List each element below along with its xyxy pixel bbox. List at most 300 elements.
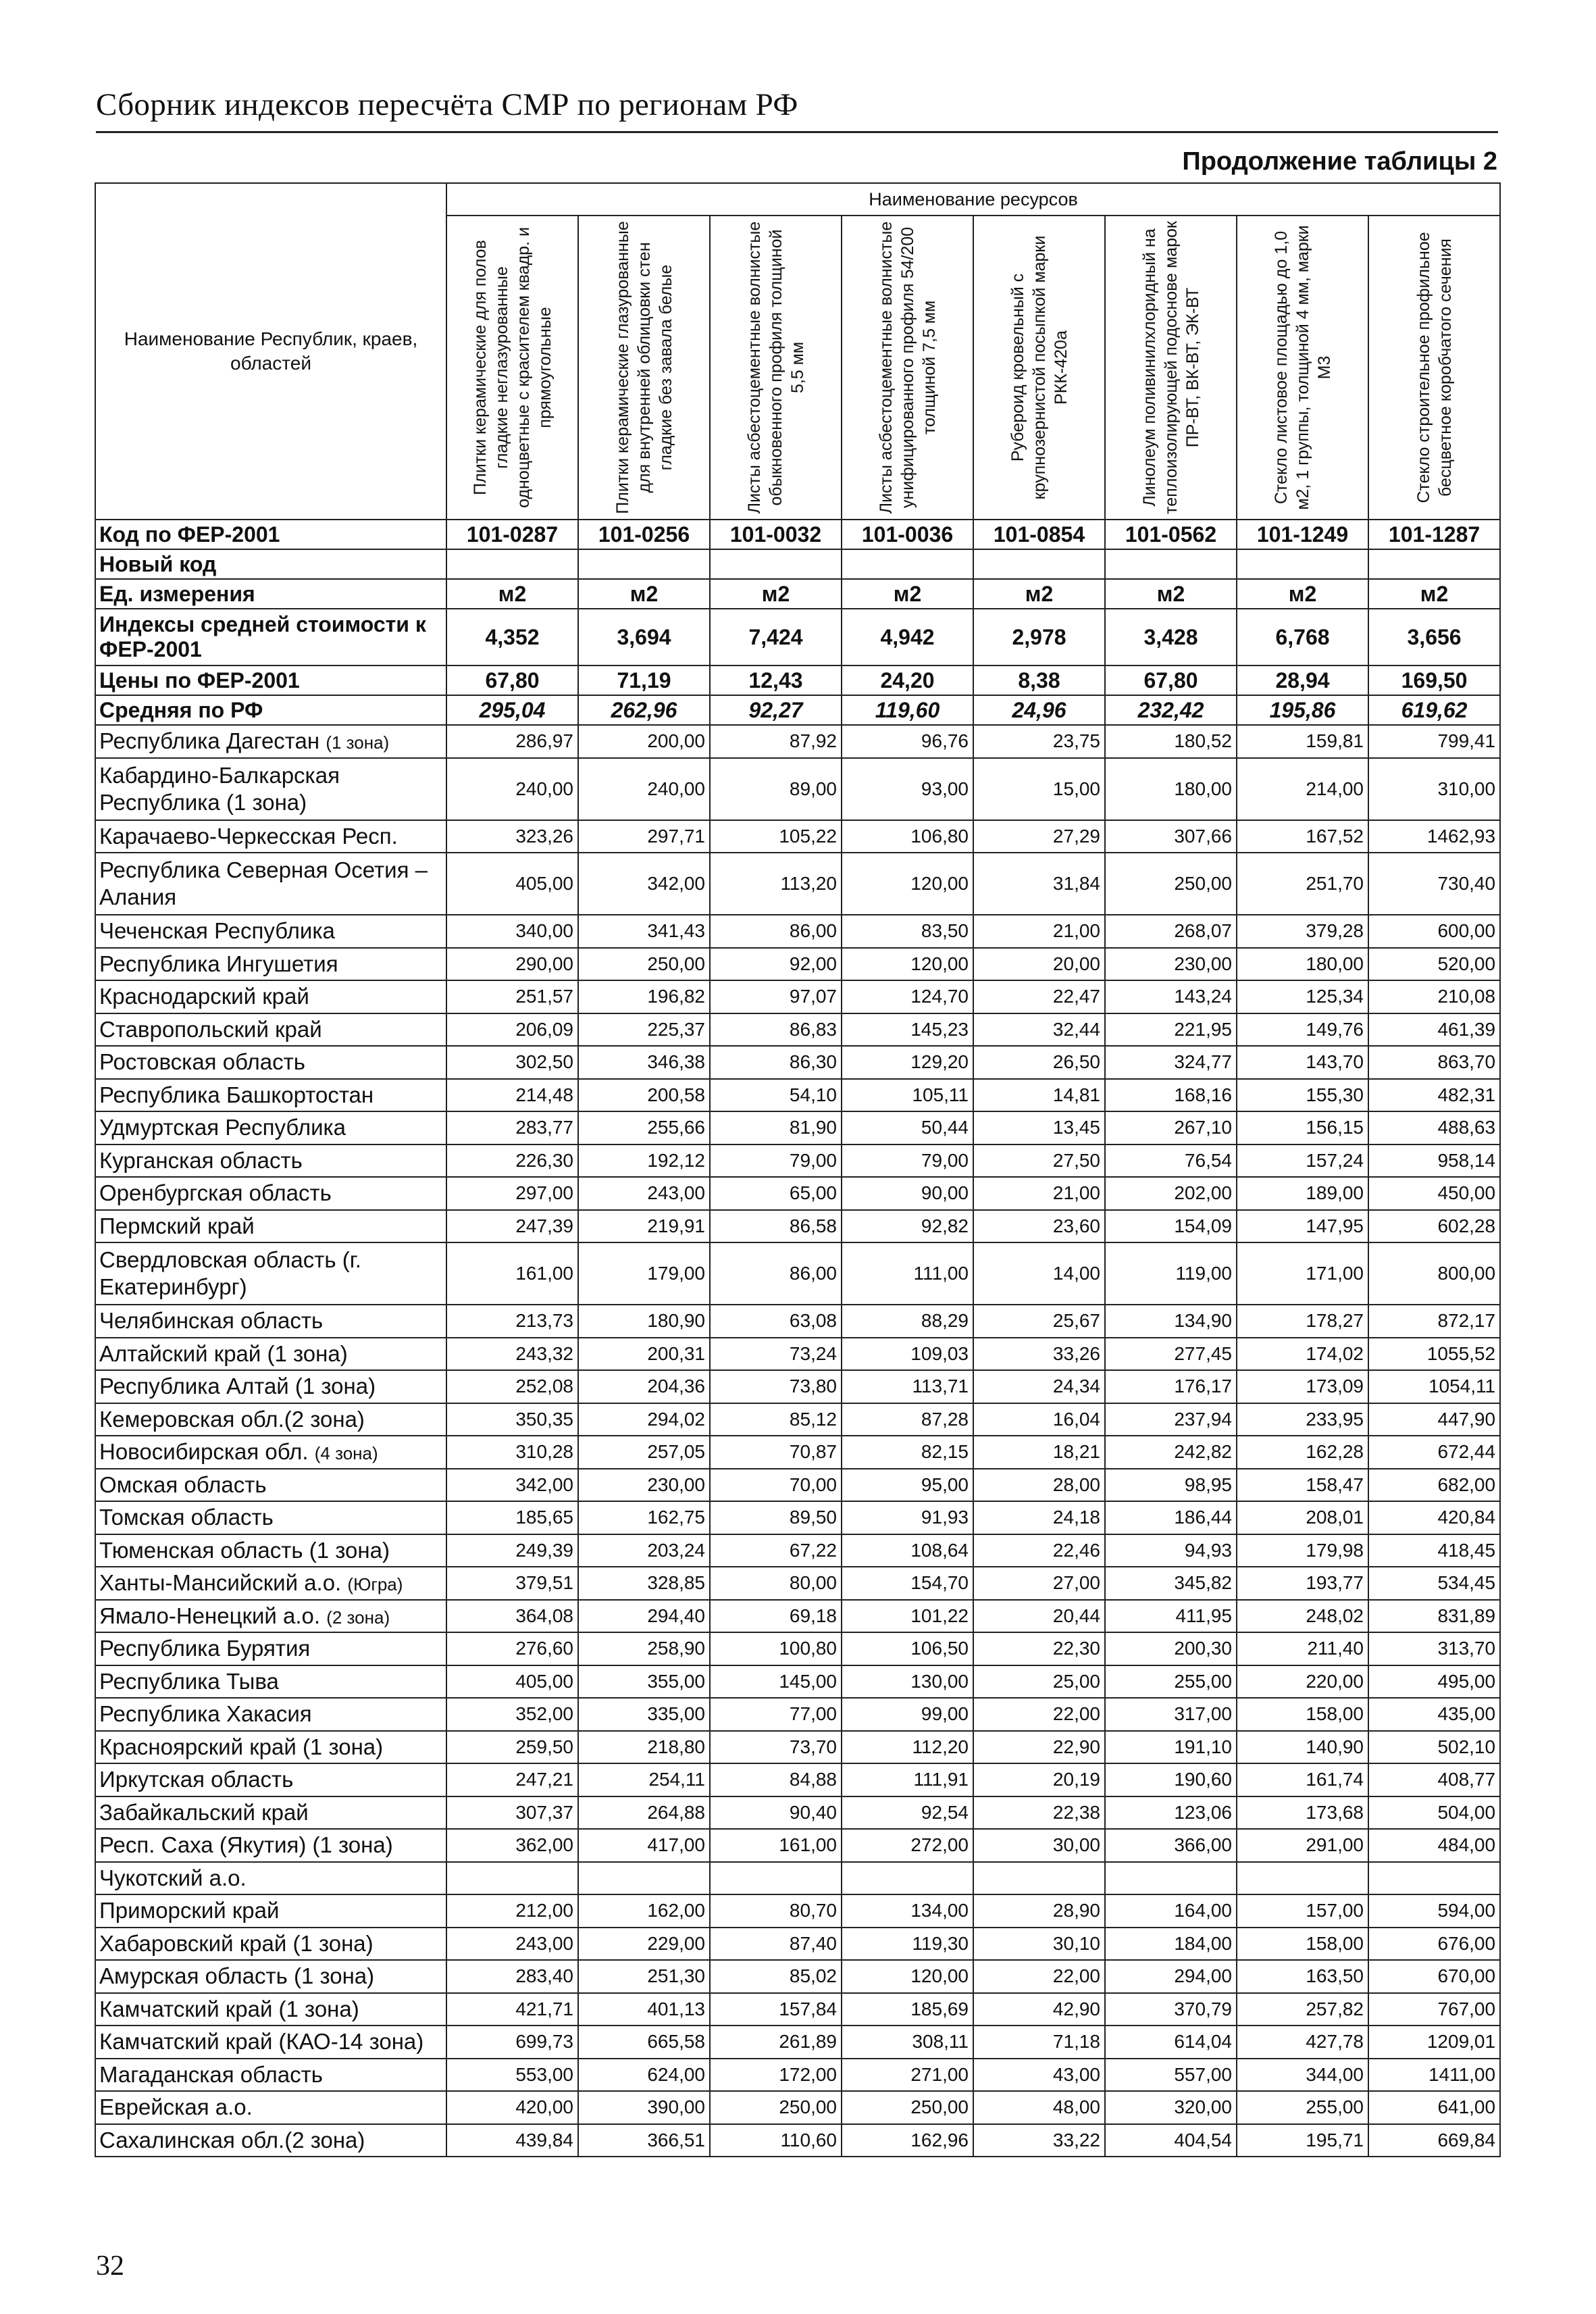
resource-name-text: Листы асбестоцементные волнистые унифицированного профиля 54/200 толщиной 7,5 мм: [876, 221, 939, 514]
price-cell: 180,52: [1105, 725, 1237, 758]
price-cell: 313,70: [1368, 1632, 1500, 1665]
price-cell: 69,18: [710, 1600, 842, 1633]
region-name: Оренбургская область: [99, 1180, 332, 1206]
region-name-cell: [95, 1469, 446, 1502]
price-cell: 43,00: [973, 2059, 1105, 2092]
price-cell: 27,50: [973, 1145, 1105, 1178]
meta-cell: 101-0256: [578, 520, 710, 549]
price-cell: 185,65: [446, 1501, 578, 1534]
price-cell: 214,48: [446, 1079, 578, 1112]
table-row: [95, 1079, 1500, 1112]
price-cell: 100,80: [710, 1632, 842, 1665]
resource-name-text: Листы асбестоцементные волнистые обыкновенного профиля толщиной 5,5 мм: [744, 221, 807, 514]
price-cell: [1368, 1862, 1500, 1895]
region-name-cell: [95, 948, 446, 981]
price-cell: 48,00: [973, 2091, 1105, 2124]
region-name-cell: [95, 1338, 446, 1371]
table-row: [95, 1600, 1500, 1633]
price-cell: 22,00: [973, 1698, 1105, 1731]
price-cell: 25,00: [973, 1665, 1105, 1699]
price-cell: 800,00: [1368, 1242, 1500, 1305]
price-cell: 21,00: [973, 915, 1105, 948]
price-cell: 418,45: [1368, 1534, 1500, 1567]
price-cell: 342,00: [578, 853, 710, 915]
price-cell: 168,16: [1105, 1079, 1237, 1112]
price-cell: 157,24: [1237, 1145, 1368, 1178]
price-cell: 225,37: [578, 1013, 710, 1047]
region-name-cell: [95, 1698, 446, 1731]
price-cell: 112,20: [842, 1731, 973, 1764]
price-cell: 173,09: [1237, 1370, 1368, 1403]
region-zone-note: (2 зона): [326, 1607, 390, 1628]
price-cell: 243,00: [446, 1928, 578, 1961]
table-row: [95, 948, 1500, 981]
price-cell: 154,09: [1105, 1210, 1237, 1243]
price-cell: 86,83: [710, 1013, 842, 1047]
price-cell: 23,60: [973, 1210, 1105, 1243]
meta-row: [95, 665, 1500, 695]
price-cell: 143,70: [1237, 1046, 1368, 1079]
resource-name-header: [842, 216, 973, 520]
price-cell: 308,11: [842, 2026, 973, 2059]
meta-cell: м2: [446, 579, 578, 609]
table-row: [95, 1111, 1500, 1145]
price-cell: 641,00: [1368, 2091, 1500, 2124]
region-column-header: Наименование Республик, краев, областей: [95, 183, 446, 520]
price-cell: 237,94: [1105, 1403, 1237, 1436]
price-cell: 200,58: [578, 1079, 710, 1112]
price-cell: 24,34: [973, 1370, 1105, 1403]
price-cell: 230,00: [578, 1469, 710, 1502]
price-cell: 250,00: [1105, 853, 1237, 915]
price-cell: 105,22: [710, 820, 842, 853]
price-cell: 91,93: [842, 1501, 973, 1534]
price-cell: 87,28: [842, 1403, 973, 1436]
table-row: [95, 1698, 1500, 1731]
resource-name-text: Линолеум поливинилхлоридный на теплоизолирующей подоснове марок ПР-ВТ, ВК-ВТ, ЭК-ВТ: [1139, 221, 1202, 514]
resource-name-text: Плитки керамические глазурованные для внутренней облицовки стен гладкие без завала белые: [613, 221, 675, 514]
price-cell: 162,28: [1237, 1436, 1368, 1469]
meta-cell: 3,694: [578, 609, 710, 665]
price-cell: 204,36: [578, 1370, 710, 1403]
table-row: [95, 1894, 1500, 1928]
price-cell: 249,39: [446, 1534, 578, 1567]
price-cell: 143,24: [1105, 980, 1237, 1013]
price-cell: 92,00: [710, 948, 842, 981]
price-cell: 87,40: [710, 1928, 842, 1961]
price-cell: 86,30: [710, 1046, 842, 1079]
region-name-cell: [95, 1600, 446, 1633]
region-name-cell: [95, 1731, 446, 1764]
price-cell: 214,00: [1237, 758, 1368, 820]
price-cell: 277,45: [1105, 1338, 1237, 1371]
price-cell: 482,31: [1368, 1079, 1500, 1112]
price-cell: 21,00: [973, 1177, 1105, 1210]
price-cell: 18,21: [973, 1436, 1105, 1469]
price-cell: 226,30: [446, 1145, 578, 1178]
region-name-cell: [95, 1993, 446, 2026]
price-cell: 307,66: [1105, 820, 1237, 853]
region-name-cell: [95, 820, 446, 853]
table-row: [95, 1665, 1500, 1699]
price-cell: 210,08: [1368, 980, 1500, 1013]
region-name-cell: [95, 1894, 446, 1928]
resources-group-header: Наименование ресурсов: [446, 183, 1500, 216]
price-cell: [973, 1862, 1105, 1895]
region-name-cell: [95, 1177, 446, 1210]
price-cell: 291,00: [1237, 1829, 1368, 1862]
price-cell: 22,38: [973, 1796, 1105, 1830]
region-name-cell: [95, 2124, 446, 2157]
price-cell: 79,00: [842, 1145, 973, 1178]
resource-name-header: [1368, 216, 1500, 520]
region-name: Омская область: [99, 1472, 267, 1497]
region-name: Пермский край: [99, 1213, 255, 1238]
price-cell: 297,00: [446, 1177, 578, 1210]
region-name-cell: [95, 1436, 446, 1469]
price-cell: 80,00: [710, 1567, 842, 1600]
table-row: [95, 1829, 1500, 1862]
table-row: [95, 1013, 1500, 1047]
price-cell: 27,29: [973, 820, 1105, 853]
price-cell: 67,22: [710, 1534, 842, 1567]
meta-cell: 119,60: [842, 695, 973, 725]
region-name-cell: [95, 1013, 446, 1047]
price-cell: 364,08: [446, 1600, 578, 1633]
price-cell: 196,82: [578, 980, 710, 1013]
meta-cell: 101-0287: [446, 520, 578, 549]
table-row: [95, 1567, 1500, 1600]
price-cell: 84,88: [710, 1763, 842, 1796]
price-cell: 155,30: [1237, 1079, 1368, 1112]
price-cell: 261,89: [710, 2026, 842, 2059]
price-cell: 105,11: [842, 1079, 973, 1112]
meta-cell: 169,50: [1368, 665, 1500, 695]
price-cell: 200,00: [578, 725, 710, 758]
price-cell: 20,44: [973, 1600, 1105, 1633]
region-name: Хабаровский край (1 зона): [99, 1930, 374, 1956]
price-cell: 230,00: [1105, 948, 1237, 981]
price-cell: 520,00: [1368, 948, 1500, 981]
price-cell: 86,00: [710, 1242, 842, 1305]
price-cell: [842, 1862, 973, 1895]
page-header-title: Сборник индексов пересчёта СМР по регионам РФ: [96, 87, 798, 122]
price-cell: 22,90: [973, 1731, 1105, 1764]
price-cell: 14,81: [973, 1079, 1105, 1112]
price-cell: 1209,01: [1368, 2026, 1500, 2059]
price-cell: 178,27: [1237, 1305, 1368, 1338]
resource-name-header: [1237, 216, 1368, 520]
price-cell: 180,00: [1105, 758, 1237, 820]
price-cell: 200,30: [1105, 1632, 1237, 1665]
meta-cell: 24,96: [973, 695, 1105, 725]
region-name: Тюменская область (1 зона): [99, 1537, 390, 1563]
resource-name-text: Стекло строительное профильное бесцветное коробчатого сечения: [1414, 232, 1455, 503]
price-cell: 123,06: [1105, 1796, 1237, 1830]
price-cell: 92,82: [842, 1210, 973, 1243]
region-name: Амурская область (1 зона): [99, 1963, 375, 1989]
meta-cell: 6,768: [1237, 609, 1368, 665]
price-cell: 420,00: [446, 2091, 578, 2124]
price-cell: 344,00: [1237, 2059, 1368, 2092]
price-cell: 120,00: [842, 853, 973, 915]
price-cell: 534,45: [1368, 1567, 1500, 1600]
price-cell: 31,84: [973, 853, 1105, 915]
price-cell: 16,04: [973, 1403, 1105, 1436]
region-name: Чеченская Республика: [99, 918, 335, 944]
price-cell: 283,77: [446, 1111, 578, 1145]
table-row: [95, 1370, 1500, 1403]
region-name-cell: [95, 1928, 446, 1961]
price-cell: 119,00: [1105, 1242, 1237, 1305]
resource-name-text: Стекло листовое площадью до 1,0 м2, 1 группы, толщиной 4 мм, марки М3: [1271, 225, 1334, 510]
price-cell: 366,51: [578, 2124, 710, 2157]
region-name-cell: [95, 1829, 446, 1862]
price-cell: 25,67: [973, 1305, 1105, 1338]
table-row: [95, 1338, 1500, 1371]
price-cell: 63,08: [710, 1305, 842, 1338]
price-cell: 173,68: [1237, 1796, 1368, 1830]
price-cell: 411,95: [1105, 1600, 1237, 1633]
price-cell: 184,00: [1105, 1928, 1237, 1961]
price-cell: 405,00: [446, 1665, 578, 1699]
region-name: Ставропольский край: [99, 1016, 322, 1042]
meta-cell: 101-1287: [1368, 520, 1500, 549]
table-row: [95, 1960, 1500, 1993]
meta-cell: 195,86: [1237, 695, 1368, 725]
meta-cell: 24,20: [842, 665, 973, 695]
region-name-cell: [95, 1632, 446, 1665]
price-cell: 350,35: [446, 1403, 578, 1436]
meta-cell: [1237, 549, 1368, 579]
meta-cell: [1368, 549, 1500, 579]
table-row: [95, 725, 1500, 758]
meta-cell: 3,428: [1105, 609, 1237, 665]
region-name: Удмуртская Республика: [99, 1115, 346, 1140]
price-cell: 174,02: [1237, 1338, 1368, 1371]
price-cell: 130,00: [842, 1665, 973, 1699]
price-cell: 324,77: [1105, 1046, 1237, 1079]
price-cell: 229,00: [578, 1928, 710, 1961]
price-cell: 495,00: [1368, 1665, 1500, 1699]
price-cell: 767,00: [1368, 1993, 1500, 2026]
price-cell: 370,79: [1105, 1993, 1237, 2026]
meta-cell: м2: [842, 579, 973, 609]
price-cell: 294,02: [578, 1403, 710, 1436]
resource-name-text: Плитки керамические для полов гладкие неглазурованные одноцветные с красителем квадр. и прямоугольные: [470, 227, 555, 508]
price-cell: 243,32: [446, 1338, 578, 1371]
price-cell: 553,00: [446, 2059, 578, 2092]
meta-cell: м2: [578, 579, 710, 609]
region-name-cell: [95, 1242, 446, 1305]
region-name-cell: [95, 1370, 446, 1403]
price-cell: 22,00: [973, 1960, 1105, 1993]
region-name: Республика Башкортостан: [99, 1082, 374, 1107]
price-cell: 32,44: [973, 1013, 1105, 1047]
price-cell: 158,00: [1237, 1698, 1368, 1731]
price-cell: 1462,93: [1368, 820, 1500, 853]
price-cell: 255,00: [1105, 1665, 1237, 1699]
price-cell: 670,00: [1368, 1960, 1500, 1993]
table-row: [95, 1469, 1500, 1502]
table-row: [95, 1501, 1500, 1534]
price-cell: 156,15: [1237, 1111, 1368, 1145]
price-cell: 379,28: [1237, 915, 1368, 948]
region-name: Челябинская область: [99, 1308, 324, 1334]
price-cell: 86,00: [710, 915, 842, 948]
region-name: Республика Алтай (1 зона): [99, 1374, 376, 1399]
region-name: Приморский край: [99, 1898, 280, 1923]
price-cell: 602,28: [1368, 1210, 1500, 1243]
price-cell: 163,50: [1237, 1960, 1368, 1993]
meta-cell: 101-0036: [842, 520, 973, 549]
region-name: Ханты-Мансийский а.о.: [99, 1570, 342, 1596]
region-name: Республика Дагестан: [99, 728, 320, 754]
region-name-cell: [95, 758, 446, 820]
region-name-cell: [95, 1501, 446, 1534]
price-cell: 202,00: [1105, 1177, 1237, 1210]
region-name: Кабардино-Балкарская Республика (1 зона): [99, 762, 340, 815]
region-name-cell: [95, 2026, 446, 2059]
meta-cell: [842, 549, 973, 579]
meta-cell: 262,96: [578, 695, 710, 725]
price-cell: 267,10: [1105, 1111, 1237, 1145]
price-cell: 320,00: [1105, 2091, 1237, 2124]
price-cell: 180,90: [578, 1305, 710, 1338]
price-cell: 283,40: [446, 1960, 578, 1993]
price-cell: 203,24: [578, 1534, 710, 1567]
region-name: Камчатский край (1 зона): [99, 1996, 359, 2021]
price-cell: 80,70: [710, 1894, 842, 1928]
price-cell: 264,88: [578, 1796, 710, 1830]
table-row: [95, 1534, 1500, 1567]
price-cell: 77,00: [710, 1698, 842, 1731]
price-cell: 20,19: [973, 1763, 1105, 1796]
region-name-cell: [95, 2091, 446, 2124]
price-cell: 450,00: [1368, 1177, 1500, 1210]
price-cell: 286,97: [446, 725, 578, 758]
meta-rows: [95, 520, 1500, 725]
region-name: Республика Тыва: [99, 1668, 279, 1694]
price-cell: 99,00: [842, 1698, 973, 1731]
price-cell: [446, 1862, 578, 1895]
price-cell: 600,00: [1368, 915, 1500, 948]
meta-row-label: Средняя по РФ: [95, 695, 446, 725]
price-cell: 96,76: [842, 725, 973, 758]
price-cell: 192,12: [578, 1145, 710, 1178]
price-cell: 113,71: [842, 1370, 973, 1403]
price-cell: 149,76: [1237, 1013, 1368, 1047]
price-cell: 461,39: [1368, 1013, 1500, 1047]
index-table: [95, 182, 1501, 2157]
price-cell: 417,00: [578, 1829, 710, 1862]
price-cell: 79,00: [710, 1145, 842, 1178]
price-cell: 1054,11: [1368, 1370, 1500, 1403]
region-name: Республика Северная Осетия – Алания: [99, 857, 428, 909]
meta-cell: м2: [1105, 579, 1237, 609]
table-row: [95, 2059, 1500, 2092]
price-cell: 22,46: [973, 1534, 1105, 1567]
price-cell: 404,54: [1105, 2124, 1237, 2157]
resource-name-text: Рубероид кровельный с крупнозернистой посыпкой марки РКК-420а: [1008, 235, 1071, 500]
region-name: Томская область: [99, 1505, 274, 1530]
price-cell: 268,07: [1105, 915, 1237, 948]
meta-cell: 2,978: [973, 609, 1105, 665]
price-cell: 259,50: [446, 1731, 578, 1764]
price-cell: 218,80: [578, 1731, 710, 1764]
price-cell: 665,58: [578, 2026, 710, 2059]
price-cell: 125,34: [1237, 980, 1368, 1013]
table-row: [95, 1632, 1500, 1665]
price-cell: 243,00: [578, 1177, 710, 1210]
price-cell: 190,60: [1105, 1763, 1237, 1796]
price-cell: 124,70: [842, 980, 973, 1013]
price-cell: 42,90: [973, 1993, 1105, 2026]
price-cell: 1055,52: [1368, 1338, 1500, 1371]
price-cell: 195,71: [1237, 2124, 1368, 2157]
meta-row-label: Ед. измерения: [95, 579, 446, 609]
price-cell: 189,00: [1237, 1177, 1368, 1210]
region-name: Красноярский край (1 зона): [99, 1734, 384, 1759]
meta-cell: 92,27: [710, 695, 842, 725]
table-row: [95, 2124, 1500, 2157]
price-cell: 294,40: [578, 1600, 710, 1633]
table-row: [95, 1242, 1500, 1305]
price-cell: 154,70: [842, 1567, 973, 1600]
price-cell: 200,31: [578, 1338, 710, 1371]
region-name-cell: [95, 915, 446, 948]
region-name-cell: [95, 1305, 446, 1338]
price-cell: 206,09: [446, 1013, 578, 1047]
price-cell: 345,82: [1105, 1567, 1237, 1600]
price-cell: 33,26: [973, 1338, 1105, 1371]
price-cell: 158,47: [1237, 1469, 1368, 1502]
meta-row: [95, 579, 1500, 609]
region-name: Магаданская область: [99, 2061, 323, 2087]
price-cell: 73,80: [710, 1370, 842, 1403]
region-name: Еврейская а.о.: [99, 2094, 253, 2120]
price-cell: [1237, 1862, 1368, 1895]
region-zone-note: (1 зона): [326, 732, 390, 753]
price-cell: [578, 1862, 710, 1895]
table-row: [95, 1305, 1500, 1338]
price-cell: 113,20: [710, 853, 842, 915]
price-cell: 439,84: [446, 2124, 578, 2157]
region-name-cell: [95, 1145, 446, 1178]
meta-cell: 101-0562: [1105, 520, 1237, 549]
table-row: [95, 1796, 1500, 1830]
resource-name-header: [446, 216, 578, 520]
table-row: [95, 1177, 1500, 1210]
meta-cell: 3,656: [1368, 609, 1500, 665]
region-name: Алтайский край (1 зона): [99, 1340, 348, 1366]
price-cell: 272,00: [842, 1829, 973, 1862]
region-name: Ямало-Ненецкий а.о.: [99, 1603, 321, 1628]
price-cell: 252,08: [446, 1370, 578, 1403]
table-row: [95, 1403, 1500, 1436]
price-cell: 191,10: [1105, 1731, 1237, 1764]
region-name: Камчатский край (КАО-14 зона): [99, 2029, 424, 2055]
price-cell: 251,57: [446, 980, 578, 1013]
price-cell: 504,00: [1368, 1796, 1500, 1830]
price-cell: 310,28: [446, 1436, 578, 1469]
meta-cell: м2: [973, 579, 1105, 609]
price-cell: 167,52: [1237, 820, 1368, 853]
price-cell: 120,00: [842, 948, 973, 981]
resource-name-header: [1105, 216, 1237, 520]
price-cell: 101,22: [842, 1600, 973, 1633]
region-name-cell: [95, 2059, 446, 2092]
